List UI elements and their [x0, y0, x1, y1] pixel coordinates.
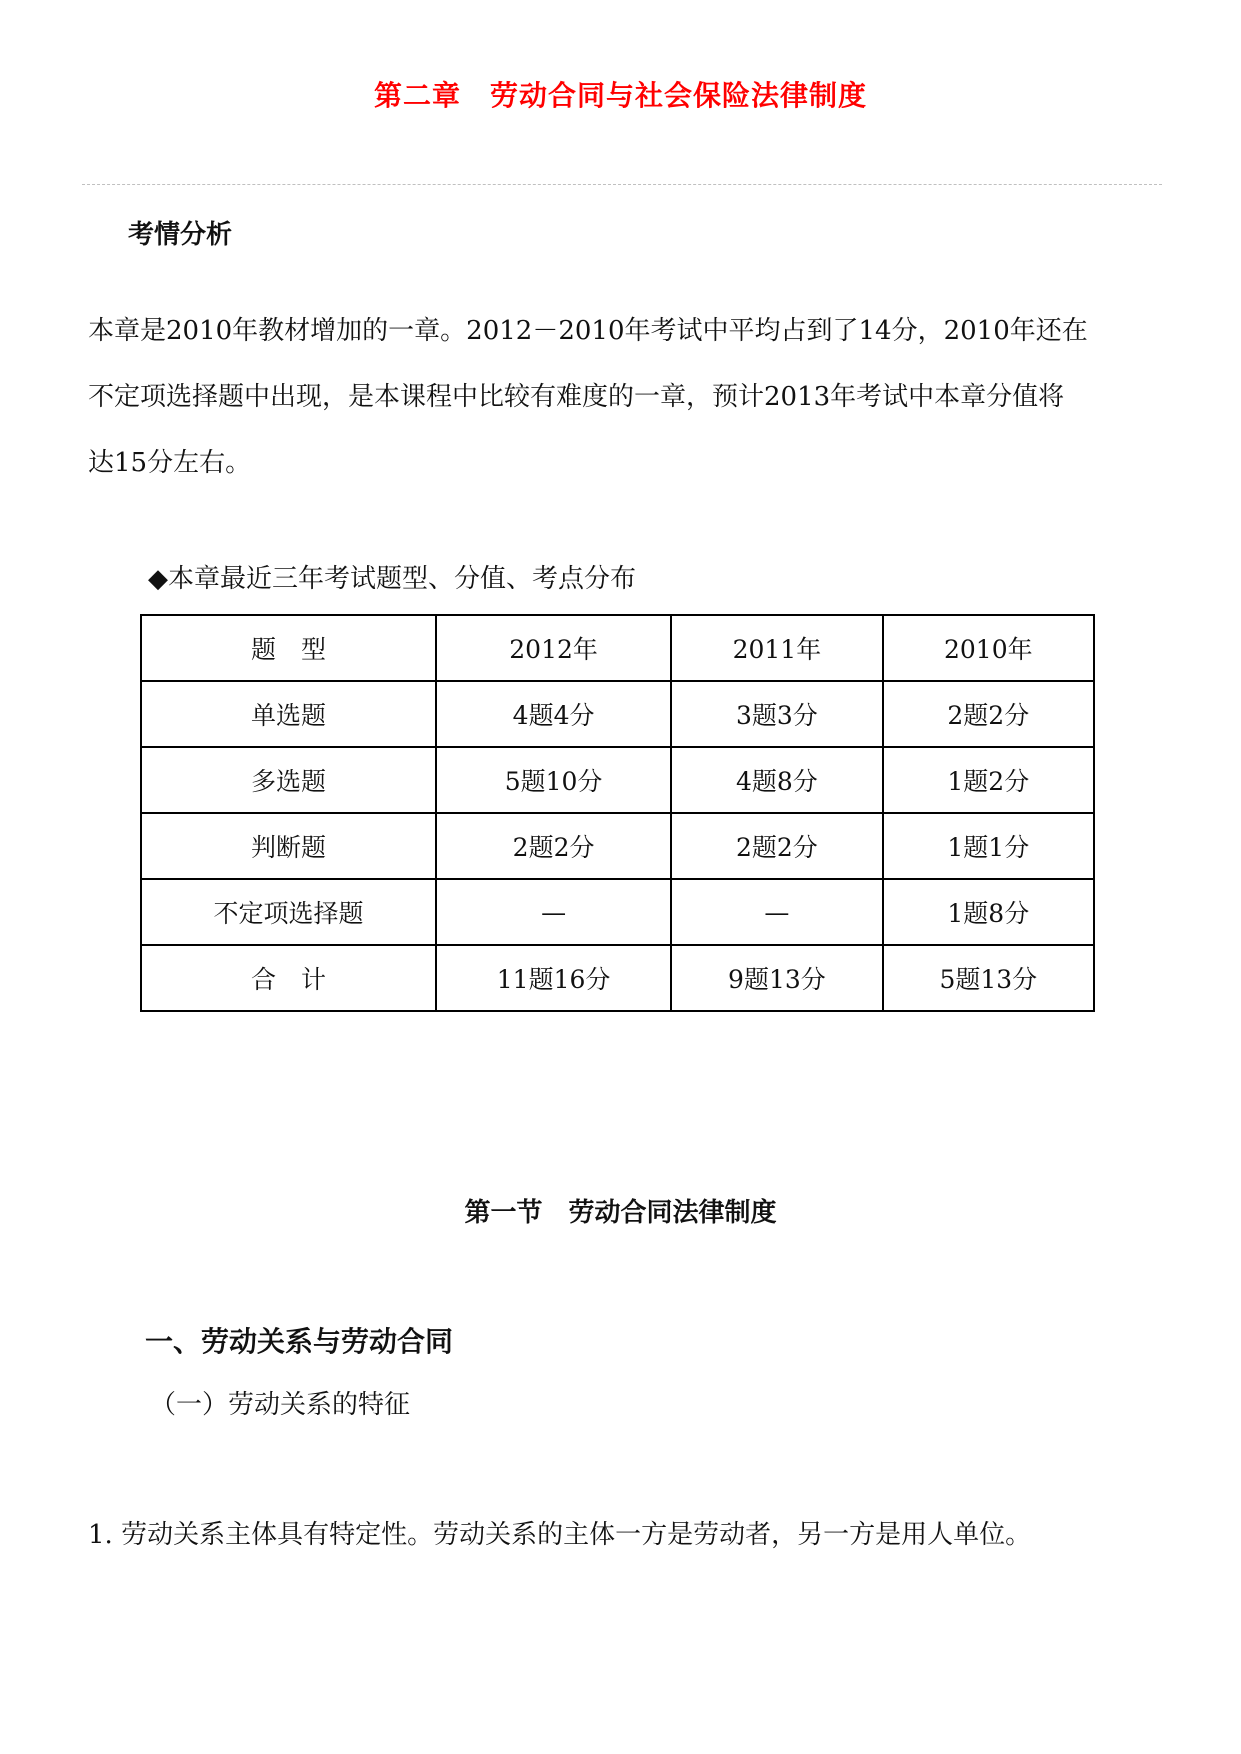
table-cell: 3题3分: [671, 681, 882, 747]
header-cell: 题 型: [141, 615, 436, 681]
table-row: [141, 681, 1094, 747]
dashed-divider: [82, 184, 1162, 185]
header-cell: 2011年: [671, 615, 882, 681]
table-cell: 不定项选择题: [141, 879, 436, 945]
heading-level-2: （一）劳动关系的特征: [150, 1390, 411, 1420]
table-cell: 5题10分: [436, 747, 671, 813]
table-cell: 11题16分: [436, 945, 671, 1011]
table-row: [141, 945, 1094, 1011]
table-cell: 判断题: [141, 813, 436, 879]
table-cell: 9题13分: [671, 945, 882, 1011]
header-cell: 2012年: [436, 615, 671, 681]
table-cell: 2题2分: [671, 813, 882, 879]
table-cell: 合 计: [141, 945, 436, 1011]
table-cell: 5题13分: [883, 945, 1094, 1011]
table-row: [141, 813, 1094, 879]
table-header-row: [141, 615, 1094, 681]
table-cell: —: [671, 879, 882, 945]
table-cell: 单选题: [141, 681, 436, 747]
analysis-line: 本章是2010年教材增加的一章。2012－2010年考试中平均占到了14分，2010年还在: [88, 316, 1088, 346]
table-cell: 4题4分: [436, 681, 671, 747]
chapter-title: 第二章 劳动合同与社会保险法律制度: [373, 79, 867, 112]
table-cell: 1题2分: [883, 747, 1094, 813]
table-row: [141, 879, 1094, 945]
heading-level-1: 一、劳动关系与劳动合同: [145, 1325, 454, 1358]
table-cell: 2题2分: [436, 813, 671, 879]
body-paragraph: 1. 劳动关系主体具有特定性。劳动关系的主体一方是劳动者，另一方是用人单位。: [88, 1520, 1032, 1550]
header-cell: 2010年: [883, 615, 1094, 681]
table-cell: 2题2分: [883, 681, 1094, 747]
score-distribution-table: [140, 614, 1095, 1012]
section-title: 第一节 劳动合同法律制度: [464, 1198, 777, 1228]
analysis-heading: 考情分析: [128, 220, 233, 250]
table-cell: 1题8分: [883, 879, 1094, 945]
table-caption: ◆本章最近三年考试题型、分值、考点分布: [148, 564, 636, 594]
table-row: [141, 747, 1094, 813]
analysis-line: 达15分左右。: [88, 448, 252, 478]
analysis-paragraph: [88, 298, 1168, 496]
analysis-line: 不定项选择题中出现，是本课程中比较有难度的一章，预计2013年考试中本章分值将: [88, 382, 1065, 412]
table-cell: 4题8分: [671, 747, 882, 813]
table-cell: 多选题: [141, 747, 436, 813]
table-cell: 1题1分: [883, 813, 1094, 879]
table-cell: —: [436, 879, 671, 945]
